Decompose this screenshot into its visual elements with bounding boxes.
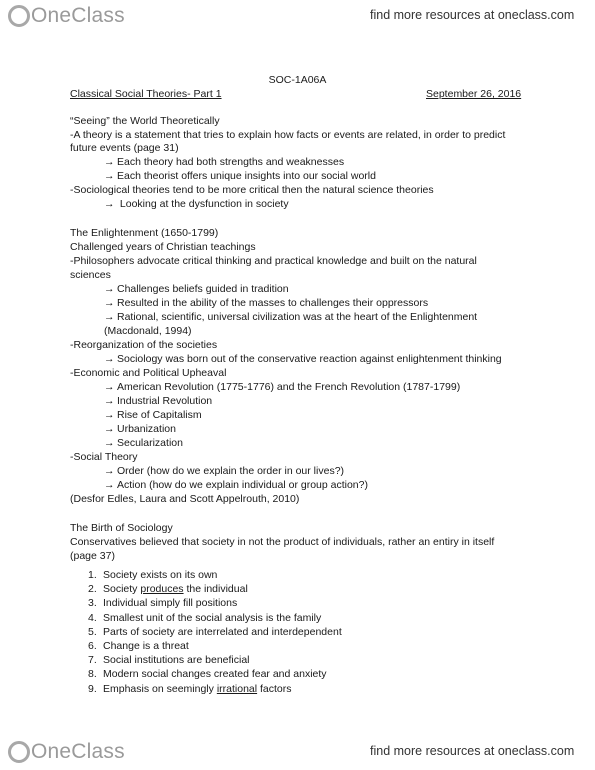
oneclass-logo-icon bbox=[8, 741, 30, 763]
list-item bbox=[88, 639, 342, 653]
arrow-icon: → bbox=[104, 465, 115, 477]
arrow-line: → Industrial Revolution bbox=[104, 395, 213, 407]
text-line: Conservatives believed that society in not the product of individuals, rather an entiry in itself bbox=[70, 536, 495, 548]
arrow-icon: → bbox=[104, 170, 115, 182]
oneclass-logo-top[interactable] bbox=[8, 4, 125, 28]
arrow-line: → Each theorist offers unique insights into our social world bbox=[104, 170, 376, 182]
text-line: Challenged years of Christian teachings bbox=[70, 241, 256, 253]
list-item bbox=[88, 596, 342, 610]
arrow-icon: → bbox=[104, 198, 115, 210]
arrow-line: → Each theory had both strengths and weaknesses bbox=[104, 156, 345, 168]
list-item bbox=[88, 625, 342, 639]
arrow-line: → Challenges beliefs guided in tradition bbox=[104, 283, 289, 295]
list-number: 2. bbox=[88, 583, 97, 596]
text-line: -Philosophers advocate critical thinking and practical knowledge and built on the natural bbox=[70, 255, 477, 267]
arrow-line: → Action (how do we explain individual or group action?) bbox=[104, 479, 368, 491]
arrow-icon: → bbox=[104, 409, 115, 421]
section3-heading: The Birth of Sociology bbox=[70, 522, 173, 534]
birth-of-sociology-list bbox=[88, 568, 342, 696]
oneclass-logo-bottom[interactable] bbox=[8, 740, 125, 764]
lecture-title: Classical Social Theories- Part 1 bbox=[70, 88, 222, 100]
oneclass-logo-icon bbox=[8, 5, 30, 27]
arrow-line: → Looking at the dysfunction in society bbox=[104, 198, 289, 210]
list-item bbox=[88, 682, 342, 696]
text-line: -Social Theory bbox=[70, 451, 138, 463]
arrow-icon: → bbox=[104, 437, 115, 449]
list-text: Society bbox=[103, 583, 141, 596]
list-text: Change is a threat bbox=[103, 640, 189, 653]
list-text: Parts of society are interrelated and interdependent bbox=[103, 625, 342, 638]
list-text-tail: the individual bbox=[183, 583, 248, 596]
list-text: Society exists on its own bbox=[103, 569, 218, 581]
arrow-line: → American Revolution (1775-1776) and the French Revolution (1787-1799) bbox=[104, 381, 461, 393]
list-item bbox=[88, 653, 342, 667]
section2-heading: The Enlightenment (1650-1799) bbox=[70, 227, 219, 239]
list-item bbox=[88, 582, 342, 596]
list-text: Social institutions are beneficial bbox=[103, 654, 250, 667]
list-number: 4. bbox=[88, 611, 97, 624]
text-line: -Reorganization of the societies bbox=[70, 339, 218, 351]
list-text: Smallest unit of the social analysis is the family bbox=[103, 611, 322, 624]
underlined-word: produces bbox=[140, 583, 184, 596]
text-line: sciences bbox=[70, 269, 111, 281]
list-number: 8. bbox=[88, 668, 97, 681]
arrow-line: → Secularization bbox=[104, 437, 183, 449]
list-item bbox=[88, 667, 342, 681]
arrow-line: → Rational, scientific, universal civilization was at the heart of the Enlightenment bbox=[104, 311, 478, 323]
arrow-icon: → bbox=[104, 311, 115, 323]
arrow-icon: → bbox=[104, 423, 115, 435]
arrow-icon: → bbox=[104, 156, 115, 168]
list-text: Modern social changes created fear and anxiety bbox=[103, 668, 327, 681]
tagline-bottom[interactable]: find more resources at oneclass.com bbox=[370, 744, 575, 758]
underlined-word: irrational bbox=[216, 682, 258, 695]
list-number: 7. bbox=[88, 654, 97, 667]
arrow-icon: → bbox=[104, 395, 115, 407]
logo-text: OneClass bbox=[31, 740, 125, 763]
list-text-tail: factors bbox=[257, 682, 292, 695]
list-number: 3. bbox=[88, 597, 97, 610]
arrow-line: → Urbanization bbox=[104, 423, 176, 435]
logo-text: OneClass bbox=[31, 4, 125, 27]
tagline-top[interactable]: find more resources at oneclass.com bbox=[370, 8, 575, 22]
section1-heading: “Seeing” the World Theoretically bbox=[70, 115, 220, 127]
arrow-icon: → bbox=[104, 283, 115, 295]
list-number: 9. bbox=[88, 682, 97, 695]
list-number: 5. bbox=[88, 625, 97, 638]
list-text: Individual simply fill positions bbox=[103, 597, 238, 610]
text-line: (page 37) bbox=[70, 550, 115, 562]
text-line: (Macdonald, 1994) bbox=[104, 325, 192, 337]
list-number: 6. bbox=[88, 640, 97, 653]
arrow-icon: → bbox=[104, 381, 115, 393]
arrow-icon: → bbox=[104, 297, 115, 309]
list-text: Emphasis on seemingly bbox=[103, 682, 217, 695]
list-item bbox=[88, 568, 342, 582]
lecture-date: September 26, 2016 bbox=[426, 88, 522, 100]
text-line: future events (page 31) bbox=[70, 142, 179, 154]
course-code: SOC-1A06A bbox=[268, 74, 327, 86]
list-number: 1. bbox=[88, 569, 97, 581]
text-line: -Economic and Political Upheaval bbox=[70, 367, 227, 379]
arrow-line: → Rise of Capitalism bbox=[104, 409, 202, 421]
arrow-line: → Sociology was born out of the conservative reaction against enlightenment thinking bbox=[104, 353, 502, 365]
arrow-icon: → bbox=[104, 479, 115, 491]
list-item bbox=[88, 611, 342, 625]
text-line: -Sociological theories tend to be more critical then the natural science theories bbox=[70, 184, 434, 196]
arrow-line: → Order (how do we explain the order in our lives?) bbox=[104, 465, 345, 477]
arrow-line: → Resulted in the ability of the masses to challenges their oppressors bbox=[104, 297, 429, 309]
citation: (Desfor Edles, Laura and Scott Appelrouth, 2010) bbox=[70, 493, 300, 505]
arrow-icon: → bbox=[104, 353, 115, 365]
text-line: -A theory is a statement that tries to explain how facts or events are related, in order to predict bbox=[70, 129, 506, 141]
